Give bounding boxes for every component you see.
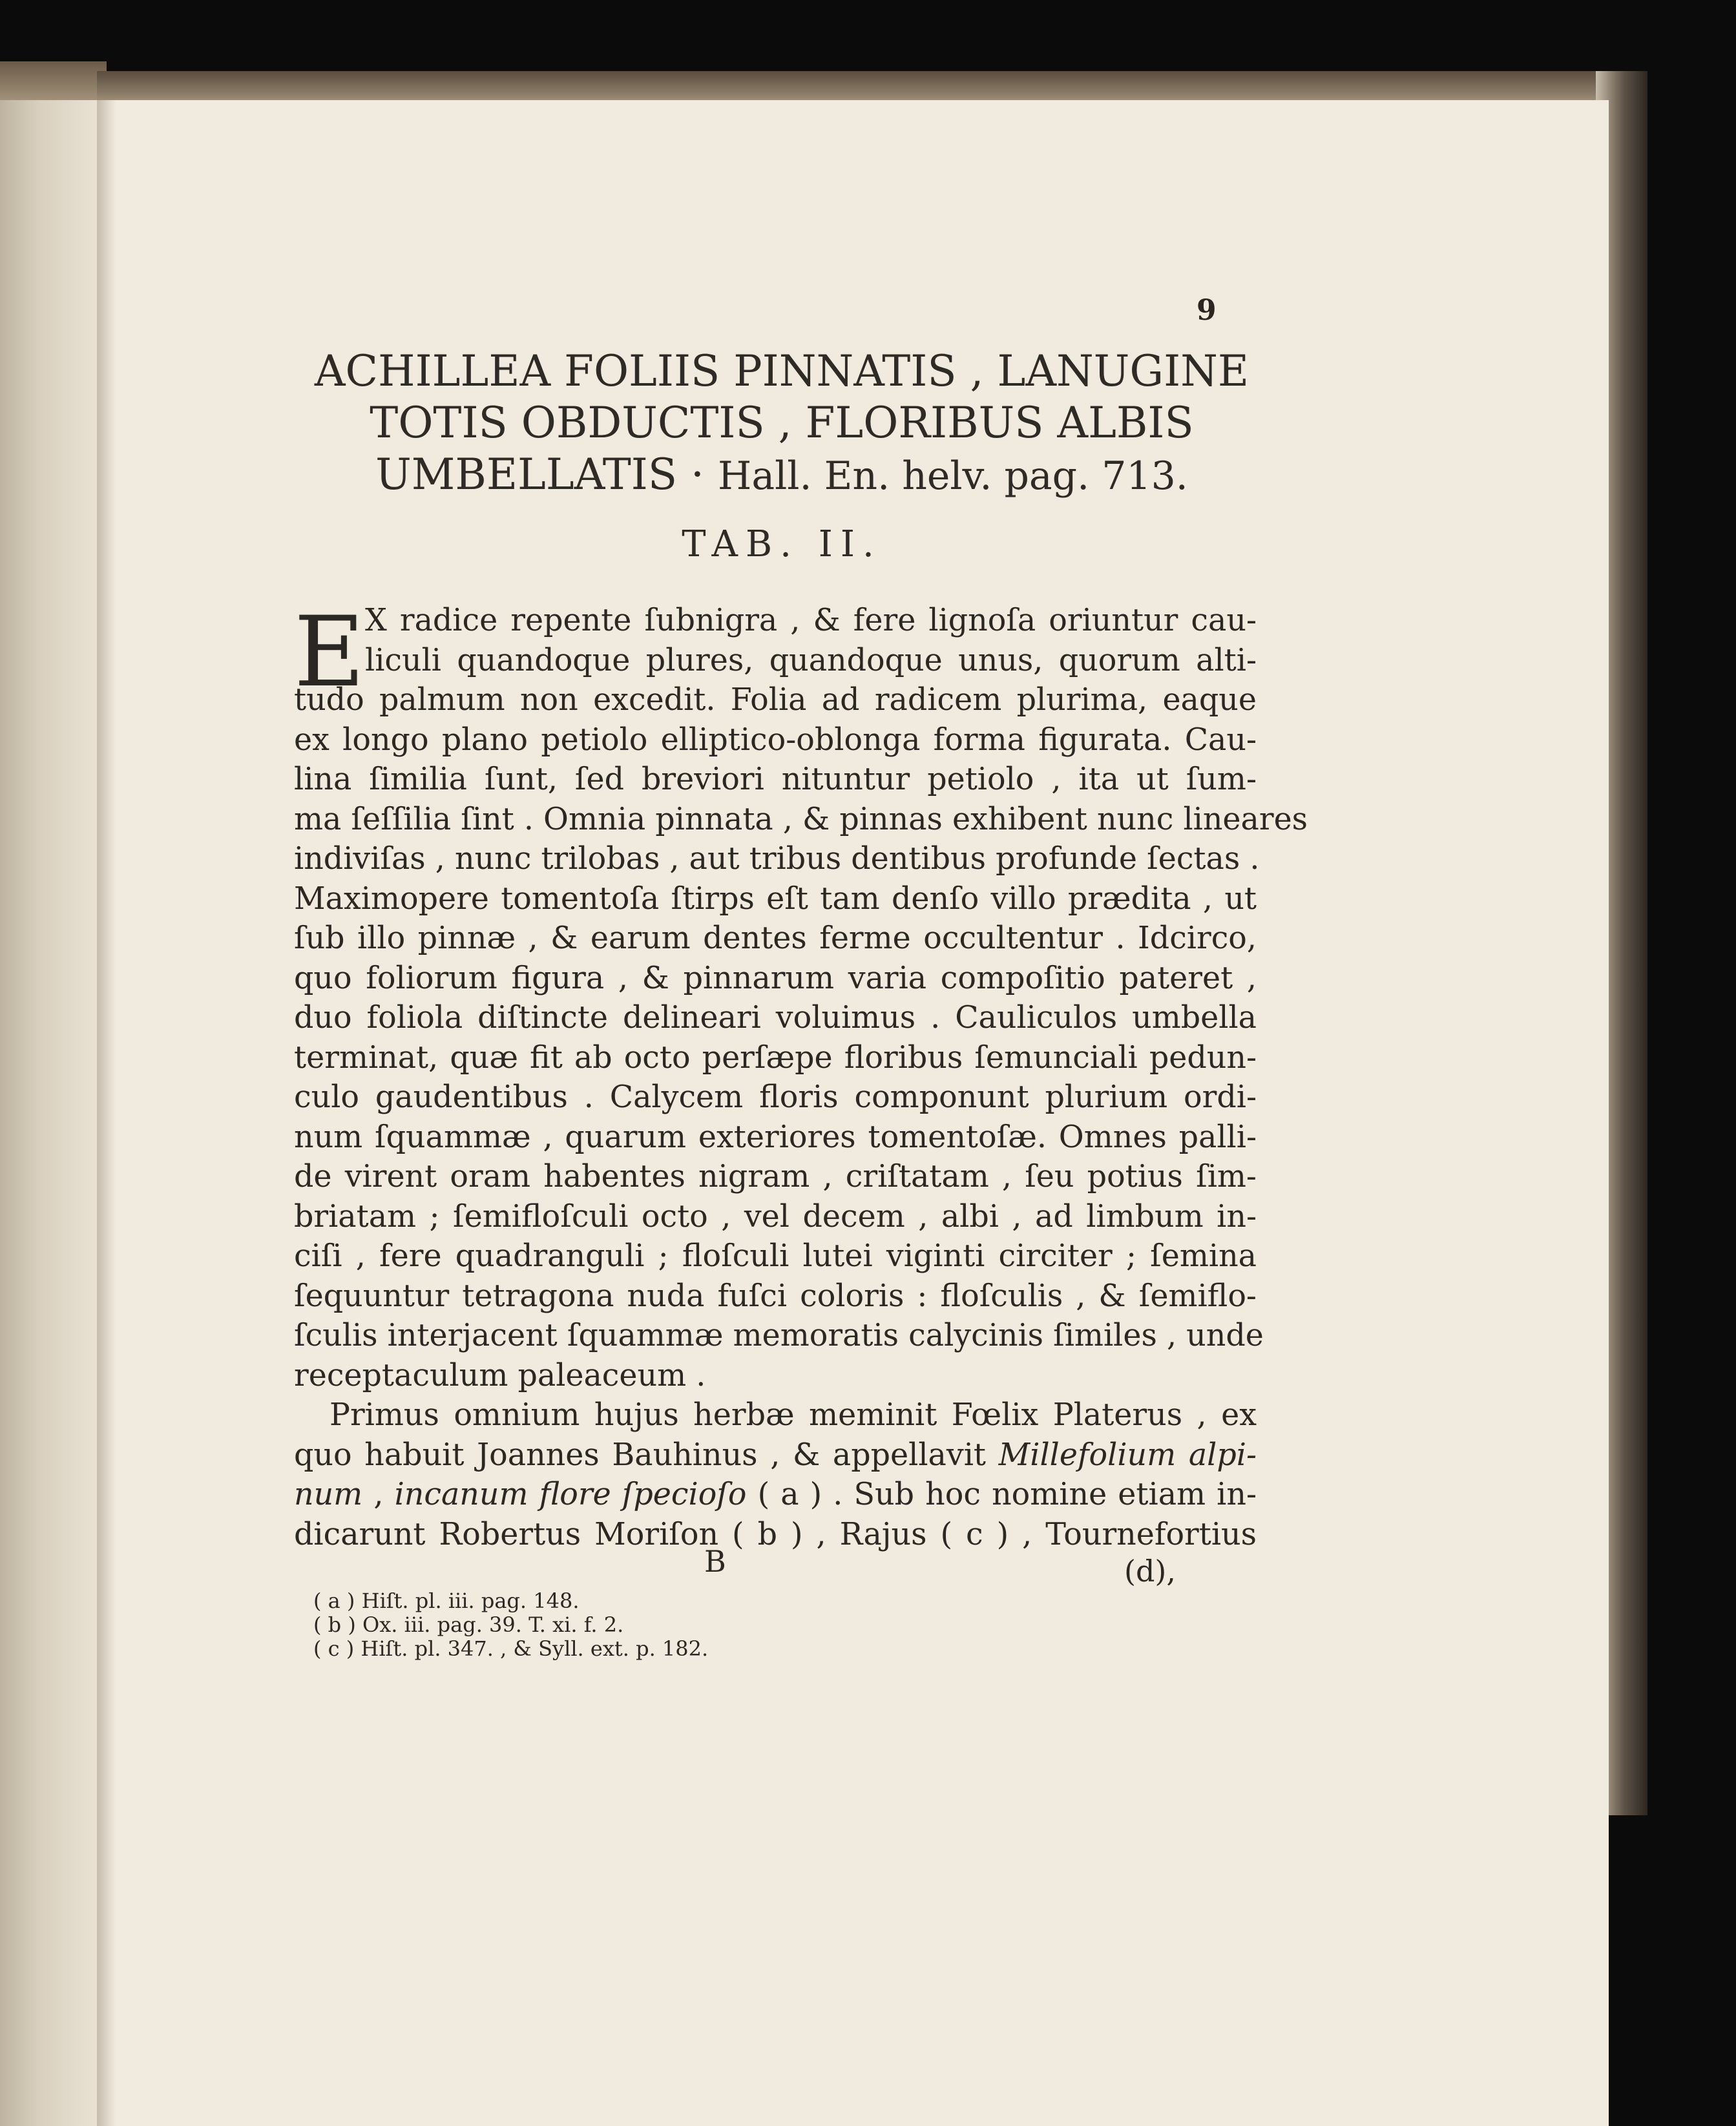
body-line: briatam ; ſemifloſculi octo , vel decem , albi , ad limbum in- [294,1198,1257,1235]
para2-line [294,1475,1257,1515]
left-page-edge [0,61,97,2126]
para2-line: dicarunt Robertus Moriſon ( b ) , Rajus ( c ) , Tournefortius [294,1516,1257,1552]
signature-mark: B [704,1544,726,1579]
gutter-shadow [97,100,116,2126]
title-line-1: ACHILLEA FOLIIS PINNATIS , LANUGINE [314,346,1250,396]
body-line: indiviſas , nunc trilobas , aut tribus dentibus profunde ſectas . [294,841,1260,877]
body-line: ſequuntur tetragona nuda fuſci coloris : floſculis , & ſemiflo- [294,1278,1257,1314]
footnote: ( a ) Hiſt. pl. iii. pag. 148. [313,1589,580,1613]
title-line-3-main: UMBELLATIS · [375,450,705,499]
footnotes [313,1589,708,1661]
tab-heading: TAB. II. [682,523,882,565]
page-number: 9 [1197,294,1217,327]
para2-italic: incanum flore ſpecioſo [394,1477,747,1512]
page-title [284,346,1279,502]
body-line: duo foliola diſtincte delineari voluimus . Cauliculos umbella [294,1000,1257,1036]
footnote: ( b ) Ox. iii. pag. 39. T. xi. f. 2. [313,1612,624,1637]
title-line-2: TOTIS OBDUCTIS , FLORIBUS ALBIS [370,398,1194,448]
para2-italic: Millefolium alpi- [998,1437,1257,1473]
para2-line [294,1435,1257,1475]
body-line: X radice repente ſubnigra , & fere lignoſa oriuntur cau- [365,603,1257,638]
title-line-3 [284,449,1279,502]
body-line: ex longo plano petiolo elliptico-oblonga forma figurata. Cau- [294,722,1257,758]
footnote: ( c ) Hiſt. pl. 347. , & Syll. ext. p. 182. [313,1636,709,1661]
body-line: culo gaudentibus . Calycem floris componunt plurium ordi- [294,1079,1257,1115]
body-line: ciſi , fere quadranguli ; floſculi lutei viginti circiter ; ſemina [294,1238,1257,1274]
body-line: tudo palmum non excedit. Folia ad radicem plurima, eaque [294,682,1257,718]
body-line: num ſquammæ , quarum exteriores tomentoſæ. Omnes palli- [294,1119,1257,1155]
drop-cap: E [294,596,365,709]
body-line: terminat, quæ fit ab octo perſæpe floribus ſemunciali pedun- [294,1039,1257,1076]
body-line: receptaculum paleaceum . [294,1357,706,1393]
body-line: ſculis interjacent ſquammæ memoratis calycinis ſimiles , unde [294,1318,1264,1353]
para2-line: Primus omnium hujus herbæ meminit Fœlix Platerus , ex [329,1397,1257,1433]
body-line: de virent oram habentes nigram , criſtatam , ſeu potius ſim- [294,1159,1257,1194]
body-line: liculi quandoque plures, quandoque unus, quorum alti- [365,642,1257,678]
body-line: ma ſeſſilia ſint . Omnia pinnata , & pinnas exhibent nunc lineares [294,801,1308,837]
title-reference: Hall. En. helv. pag. 713. [718,453,1188,499]
left-page-top-edge [0,61,107,100]
para2-text: quo habuit Joannes Bauhinus , & appellavit [294,1437,999,1473]
body-line: Maximopere tomentoſa ſtirps eſt tam denſo villo prædita , ut [294,881,1257,917]
body-line: lina ſimilia ſunt, ſed breviori nituntur petiolo , ita ut ſum- [294,762,1257,797]
para2-text: , [362,1477,395,1512]
catchword: (d), [1124,1554,1176,1589]
body-line: ſub illo pinnæ , & earum dentes ferme occultentur . Idcirco, [294,921,1257,956]
body-text [294,596,1308,1554]
para2-text: ( a ) . Sub hoc nomine etiam in- [746,1477,1257,1512]
body-line: quo foliorum figura , & pinnarum varia compoſitio pateret , [294,960,1257,996]
para2-italic: num [294,1477,363,1512]
